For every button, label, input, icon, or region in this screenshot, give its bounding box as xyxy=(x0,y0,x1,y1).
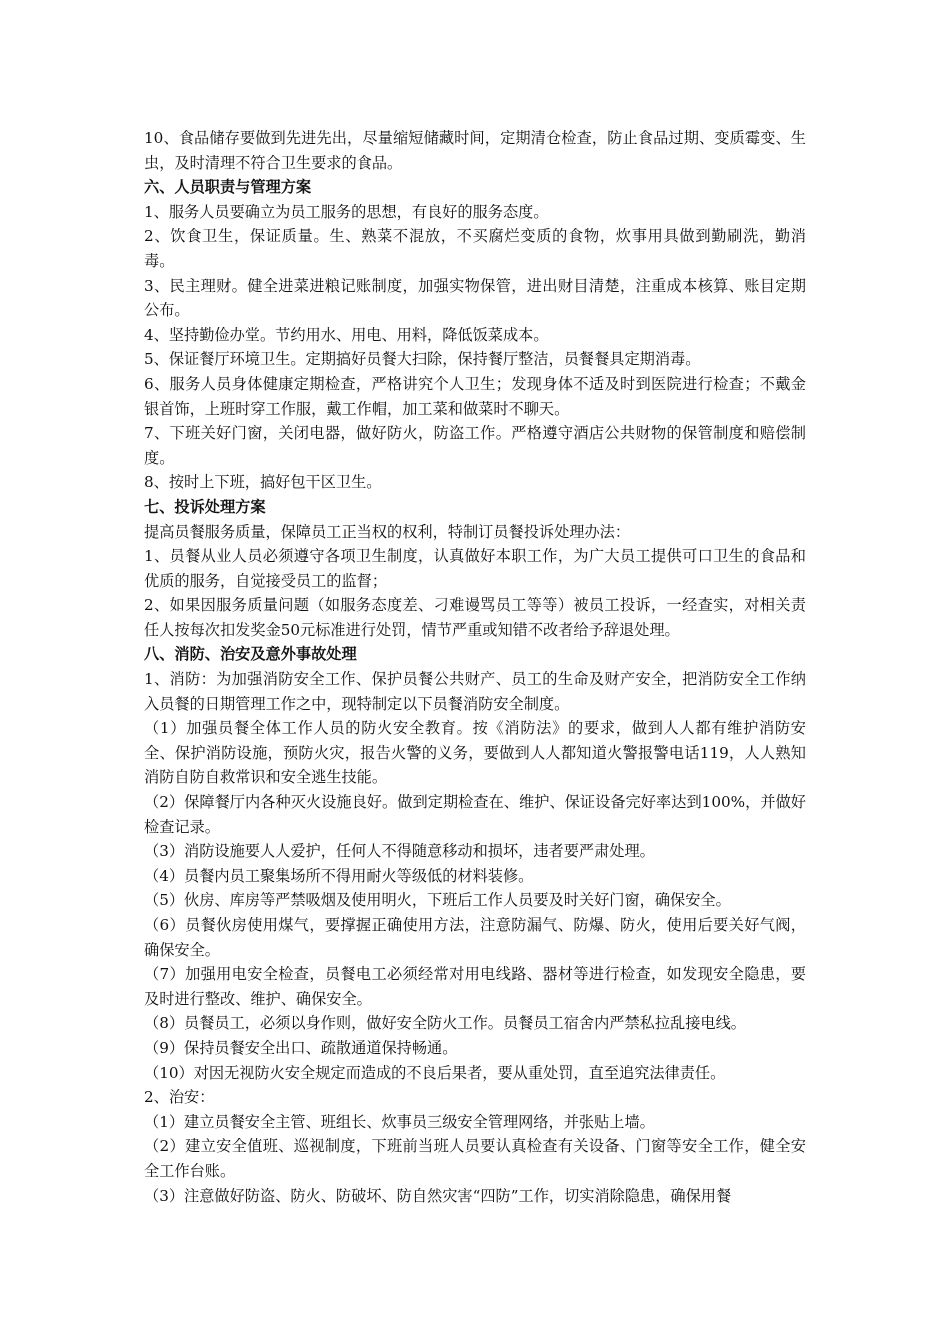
paragraph: 10、食品储存要做到先进先出，尽量缩短储藏时间，定期清仓检查，防止食品过期、变质霉变、生虫，及时清理不符合卫生要求的食品。 xyxy=(144,129,806,172)
paragraph: 3、民主理财。健全进菜进粮记账制度，加强实物保管，进出财目清楚，注重成本核算、账目定期公布。 xyxy=(144,276,806,320)
paragraph: 6、服务人员身体健康定期检查，严格讲究个人卫生；发现身体不适及时到医院进行检查；不戴金银首饰，上班时穿工作服，戴工作帽，加工菜和做菜时不聊天。 xyxy=(144,374,806,418)
document-page xyxy=(144,126,806,1208)
section-heading: 六、人员职责与管理方案 xyxy=(144,178,312,197)
paragraph: （6）员餐伙房使用煤气，要撑握正确使用方法，注意防漏气、防爆、防火，使用后要关好气阀，确保安全。 xyxy=(144,916,806,959)
paragraph: （1）建立员餐安全主管、班组长、炊事员三级安全管理网络，并张贴上墙。 xyxy=(144,1112,655,1131)
paragraph: （7）加强用电安全检查，员餐电工必须经常对用电线路、器材等进行检查，如发现安全隐患，要及时进行整改、维护、确保安全。 xyxy=(144,965,806,1008)
paragraph: 1、消防：为加强消防安全工作、保护员餐公共财产、员工的生命及财产安全，把消防安全工作纳入员餐的日期管理工作之中，现特制定以下员餐消防安全制度。 xyxy=(144,670,806,713)
paragraph: 1、服务人员要确立为员工服务的思想，有良好的服务态度。 xyxy=(144,202,549,221)
paragraph: （4）员餐内员工聚集场所不得用耐火等级低的材料装修。 xyxy=(144,866,534,885)
paragraph: （3）注意做好防盗、防火、防破坏、防自然灾害“四防”工作，切实消除隐患，确保用餐 xyxy=(144,1186,732,1205)
paragraph: 7、下班关好门窗，关闭电器，做好防火，防盗工作。严格遵守酒店公共财物的保管制度和赔偿制度。 xyxy=(144,424,806,467)
paragraph: （9）保持员餐安全出口、疏散通道保持畅通。 xyxy=(144,1038,458,1057)
section-heading: 八、消防、治安及意外事故处理 xyxy=(144,645,357,664)
paragraph: 5、保证餐厅环境卫生。定期搞好员餐大扫除，保持餐厅整洁，员餐餐具定期消毒。 xyxy=(144,350,701,369)
paragraph: 8、按时上下班，搞好包干区卫生。 xyxy=(144,473,382,492)
paragraph: 2、饮食卫生，保证质量。生、熟菜不混放，不买腐烂变质的食物，炊事用具做到勤刷洗，勤消毒。 xyxy=(144,227,806,270)
paragraph: （10）对因无视防火安全规定而造成的不良后果者，要从重处罚，直至追究法律责任。 xyxy=(144,1063,726,1082)
paragraph: （2）建立安全值班、巡视制度，下班前当班人员要认真检查有关设备、门窗等安全工作，健全安全工作台账。 xyxy=(144,1137,806,1180)
paragraph: （8）员餐员工，必须以身作则，做好安全防火工作。员餐员工宿舍内严禁私拉乱接电线。 xyxy=(144,1014,746,1033)
paragraph: （1）加强员餐全体工作人员的防火安全教育。按《消防法》的要求，做到人人都有维护消防安全、保护消防设施，预防火灾，报告火警的义务，要做到人人都知道火警报警电话119，人人熟知消防自防自救常识和安全逃生技能。 xyxy=(144,719,806,787)
paragraph: （2）保障餐厅内各种灭火设施良好。做到定期检查在、维护、保证设备完好率达到100%，并做好检查记录。 xyxy=(144,793,806,836)
paragraph: （3）消防设施要人人爱护，任何人不得随意移动和损坏，违者要严肃处理。 xyxy=(144,842,655,861)
paragraph: 提高员餐服务质量，保障员工正当权的权利，特制订员餐投诉处理办法： xyxy=(144,522,630,541)
paragraph: （5）伙房、库房等严禁吸烟及使用明火，下班后工作人员要及时关好门窗，确保安全。 xyxy=(144,891,731,910)
paragraph: 2、如果因服务质量问题（如服务态度差、刁难谩骂员工等等）被员工投诉，一经查实，对相关责任人按每次扣发奖金50元标准进行处罚，情节严重或知错不改者给予辞退处理。 xyxy=(144,596,806,639)
paragraph: 4、坚持勤俭办堂。节约用水、用电、用料，降低饭菜成本。 xyxy=(144,325,549,344)
paragraph: 2、治安： xyxy=(144,1088,215,1107)
paragraph: 1、员餐从业人员必须遵守各项卫生制度，认真做好本职工作，为广大员工提供可口卫生的食品和优质的服务，自觉接受员工的监督； xyxy=(144,547,806,590)
section-heading: 七、投诉处理方案 xyxy=(144,497,266,516)
